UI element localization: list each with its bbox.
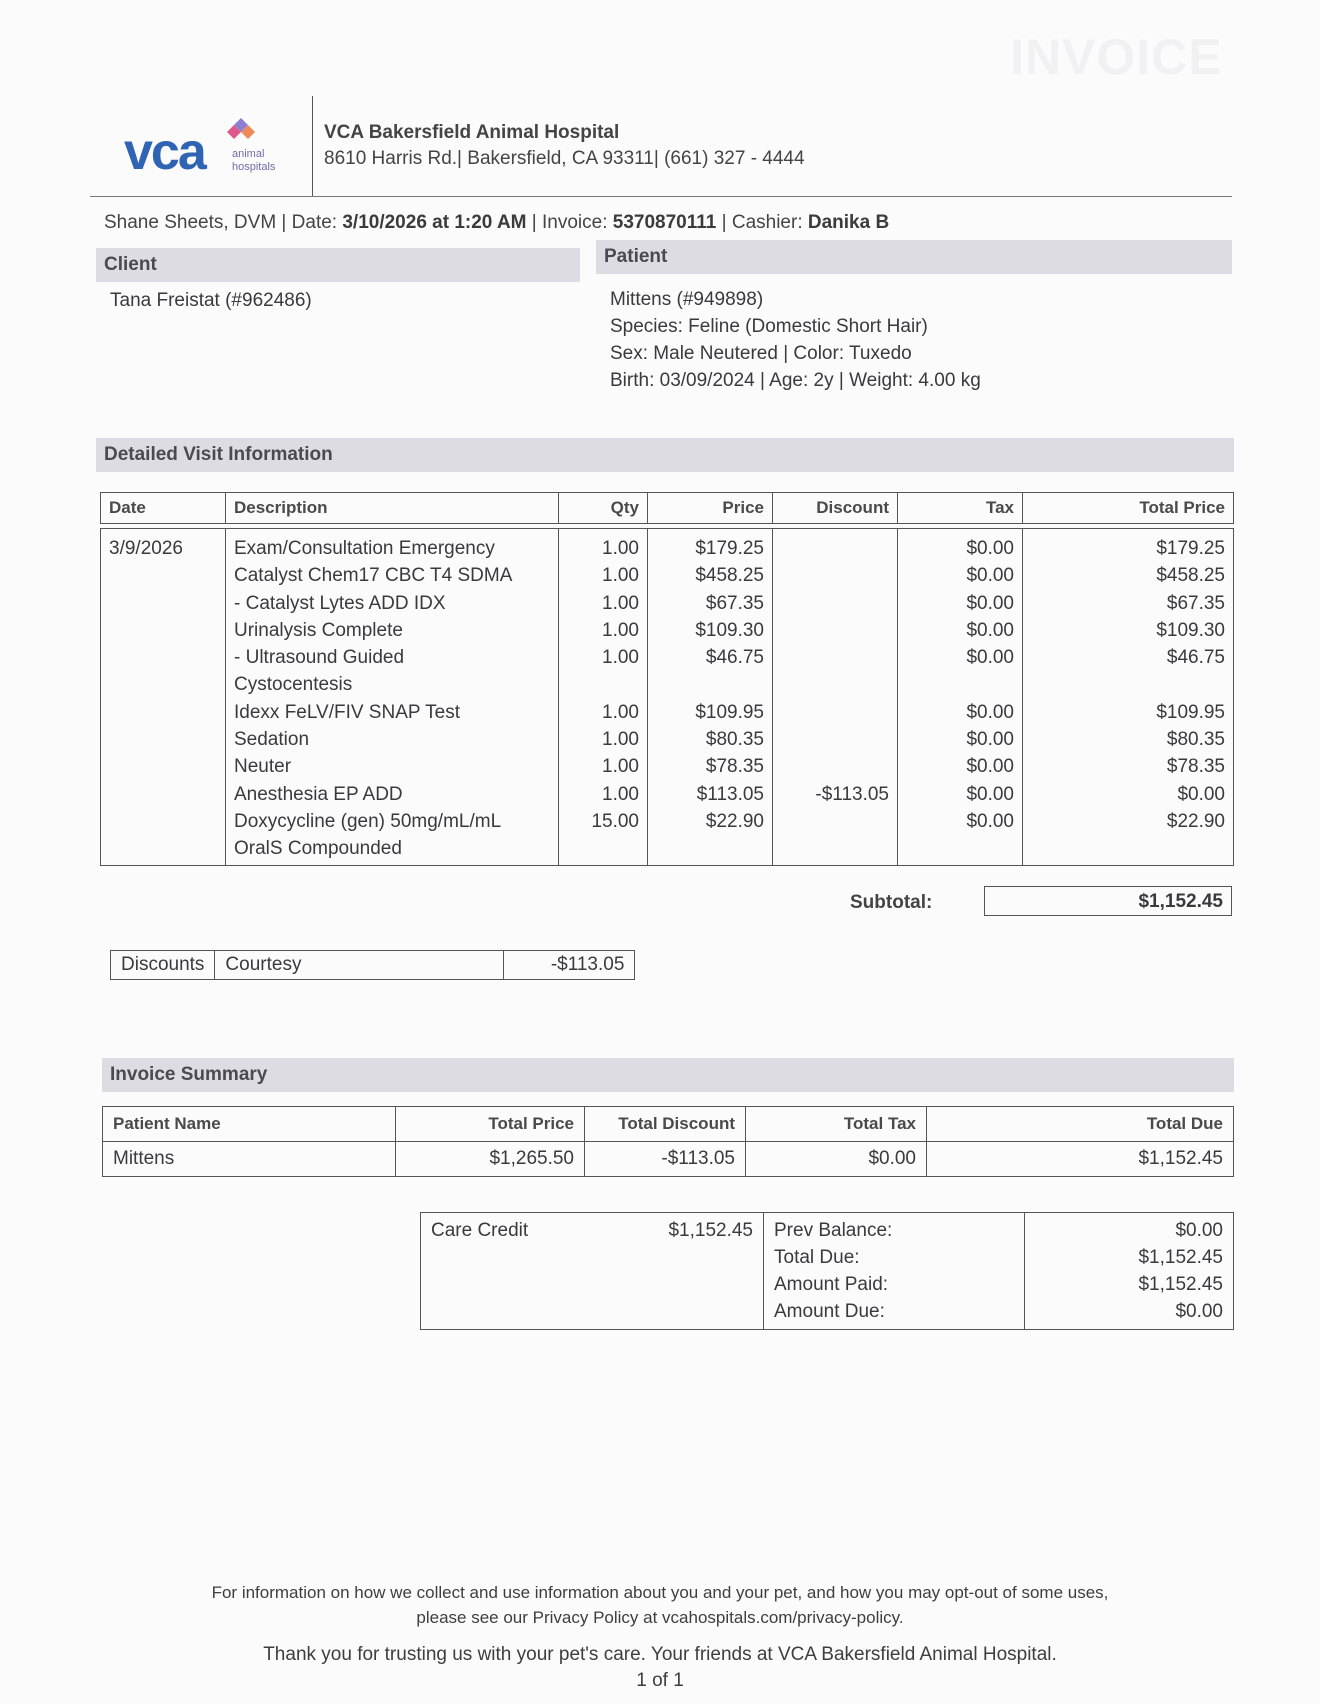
line-item-tax: $0.00 [966, 592, 1014, 614]
discounts-label: Discounts [111, 951, 215, 980]
patient-name: Mittens (#949898) [610, 289, 764, 310]
line-item-desc: Neuter [234, 756, 292, 778]
summary-col-total-tax: Total Tax [746, 1107, 927, 1142]
clinic-name: VCA Bakersfield Animal Hospital [324, 122, 620, 143]
clinic-address: 8610 Harris Rd.| Bakersfield, CA 93311| (661) 327 - 4444 [324, 148, 805, 169]
logo-sub-line1: animal [232, 148, 265, 160]
prev-balance-label: Prev Balance: [774, 1220, 893, 1241]
line-item-desc: Idexx FeLV/FIV SNAP Test [234, 701, 460, 723]
line-item-tax: $0.00 [966, 783, 1014, 805]
line-item-price [656, 671, 764, 698]
line-item-discount [781, 644, 889, 671]
invoice-watermark: INVOICE [1010, 29, 1223, 85]
privacy-line-2: please see our Privacy Policy at vcahospitals.com/privacy-policy. [416, 1608, 904, 1627]
date-label: Date: [291, 212, 338, 233]
line-item-desc: Doxycycline (gen) 50mg/mL/mL [234, 810, 502, 832]
patient-sex-color: Sex: Male Neutered | Color: Tuxedo [610, 343, 912, 364]
discount-column [773, 529, 898, 866]
col-total-price: Total Price [1023, 493, 1234, 524]
doctor-name: Shane Sheets, DVM [104, 212, 277, 233]
summary-total-due: $1,152.45 [927, 1142, 1234, 1177]
total-column [1023, 529, 1234, 866]
line-item-price [656, 835, 764, 862]
summary-total-tax: $0.00 [746, 1142, 927, 1177]
amount-due-value: $0.00 [1175, 1301, 1223, 1322]
line-item-total: $78.35 [1166, 756, 1225, 778]
subtotal-label: Subtotal: [850, 892, 933, 913]
prev-balance-value: $0.00 [1175, 1220, 1223, 1241]
summary-col-patient: Patient Name [103, 1107, 396, 1142]
line-item-discount [781, 562, 889, 589]
summary-header-row [103, 1107, 1234, 1142]
balance-values [1025, 1213, 1234, 1330]
line-item-qty [567, 835, 639, 862]
line-item-price: $109.95 [695, 701, 764, 723]
line-item-discount [781, 535, 889, 562]
line-item-total: $46.75 [1166, 647, 1225, 669]
line-item-total [1031, 671, 1225, 698]
line-item-discount: -$113.05 [815, 783, 889, 805]
client-name: Tana Freistat (#962486) [110, 290, 312, 311]
line-item-qty: 1.00 [602, 565, 639, 587]
logo-brand: vca [124, 123, 205, 181]
summary-patient: Mittens [103, 1142, 396, 1177]
line-item-total: $22.90 [1166, 810, 1225, 832]
line-item-desc: Anesthesia EP ADD [234, 783, 403, 805]
visit-date: 3/10/2026 at 1:20 AM [342, 212, 527, 233]
visit-date-cell [101, 529, 226, 866]
line-item-desc: Urinalysis Complete [234, 619, 403, 641]
line-item-discount [781, 617, 889, 644]
line-item-discount [781, 590, 889, 617]
line-item-price: $80.35 [705, 729, 764, 751]
line-item-tax: $0.00 [966, 647, 1014, 669]
subtotal-value: $1,152.45 [984, 886, 1232, 916]
payment-method-cell [421, 1213, 764, 1330]
col-discount: Discount [773, 493, 898, 524]
patient-section-header: Patient [596, 240, 1232, 274]
summary-total-price: $1,265.50 [396, 1142, 585, 1177]
amount-paid-value: $1,152.45 [1138, 1274, 1223, 1295]
line-item-price: $113.05 [696, 783, 764, 805]
line-item-discount [781, 808, 889, 835]
tax-column [898, 529, 1023, 866]
summary-total-discount: -$113.05 [585, 1142, 746, 1177]
line-item-qty: 1.00 [602, 783, 639, 805]
visit-meta-line: Shane Sheets, DVM | Date: 3/10/2026 at 1:20 AM | Invoice: 5370870111 | Cashier: Danika B [104, 212, 890, 233]
line-item-tax [906, 835, 1014, 862]
line-item-price: $109.30 [695, 619, 764, 641]
col-price: Price [648, 493, 773, 524]
line-item-price: $22.90 [705, 810, 764, 832]
line-item-price: $67.35 [705, 592, 764, 614]
vca-logo [120, 118, 300, 182]
total-due-label: Total Due: [774, 1247, 860, 1268]
col-qty: Qty [559, 493, 648, 524]
line-item-total: $109.95 [1156, 701, 1225, 723]
line-date: 3/9/2026 [109, 538, 183, 559]
line-item-price: $78.35 [705, 756, 764, 778]
col-date: Date [101, 493, 226, 524]
description-column [226, 529, 559, 866]
invoice-summary-table [102, 1106, 1234, 1177]
line-item-price: $179.25 [695, 538, 764, 559]
col-description: Description [226, 493, 559, 524]
header-divider-horizontal [90, 196, 1232, 197]
col-tax: Tax [898, 493, 1023, 524]
line-item-qty: 1.00 [602, 756, 639, 778]
line-item-tax: $0.00 [966, 565, 1014, 587]
page-number: 1 of 1 [636, 1670, 684, 1691]
invoice-number: 5370870111 [612, 212, 717, 233]
invoice-label: Invoice: [542, 212, 608, 233]
total-due-value: $1,152.45 [1138, 1247, 1223, 1268]
line-item-price: $46.75 [705, 647, 764, 669]
invoice-summary-header: Invoice Summary [102, 1058, 1234, 1092]
line-item-tax: $0.00 [966, 729, 1014, 751]
discount-type: Courtesy [215, 951, 504, 980]
summary-col-total-due: Total Due [927, 1107, 1234, 1142]
line-item-qty: 1.00 [602, 592, 639, 614]
line-item-qty: 1.00 [602, 647, 639, 669]
line-item-qty: 1.00 [602, 729, 639, 751]
line-item-discount [781, 726, 889, 753]
line-item-price: $458.25 [695, 565, 764, 587]
line-item-desc: - Catalyst Lytes ADD IDX [234, 592, 446, 614]
line-item-total: $458.25 [1156, 565, 1225, 587]
patient-species: Species: Feline (Domestic Short Hair) [610, 316, 928, 337]
price-column [648, 529, 773, 866]
visit-table-header [100, 492, 1234, 524]
line-item-tax: $0.00 [966, 619, 1014, 641]
summary-col-total-price: Total Price [396, 1107, 585, 1142]
line-item-tax: $0.00 [966, 756, 1014, 778]
discount-row [111, 951, 635, 980]
cashier-name: Danika B [807, 212, 890, 233]
discount-amount: -$113.05 [504, 951, 635, 980]
summary-col-total-discount: Total Discount [585, 1107, 746, 1142]
amount-paid-label: Amount Paid: [774, 1274, 889, 1295]
privacy-notice [0, 1580, 1320, 1630]
payment-method: Care Credit [431, 1220, 529, 1241]
line-item-tax: $0.00 [966, 701, 1014, 723]
line-item-total: $80.35 [1166, 729, 1225, 751]
line-item-discount [781, 699, 889, 726]
visit-details-header: Detailed Visit Information [96, 438, 1234, 472]
line-item-discount [781, 753, 889, 780]
line-item-tax: $0.00 [966, 538, 1014, 559]
line-item-desc: Cystocentesis [234, 674, 353, 696]
logo-subtitle [232, 148, 275, 174]
line-item-qty: 1.00 [602, 619, 639, 641]
line-item-total [1031, 835, 1225, 862]
line-item-qty: 15.00 [591, 810, 639, 832]
discounts-table [110, 950, 635, 980]
line-item-desc: OralS Compounded [234, 838, 402, 860]
line-item-qty: 1.00 [602, 538, 639, 559]
line-item-total: $67.35 [1166, 592, 1225, 614]
header-divider-vertical [312, 96, 313, 196]
line-item-discount [781, 835, 889, 862]
line-item-desc: Sedation [234, 729, 310, 751]
line-item-total: $179.25 [1156, 538, 1225, 559]
line-item-total: $109.30 [1156, 619, 1225, 641]
line-item-qty: 1.00 [602, 701, 639, 723]
privacy-line-1: For information on how we collect and use information about you and your pet, and how you may opt-out of some uses, [211, 1583, 1109, 1602]
line-item-total: $0.00 [1177, 783, 1225, 805]
logo-sub-line2: hospitals [232, 161, 276, 173]
cashier-label: Cashier: [731, 212, 803, 233]
line-item-desc: Catalyst Chem17 CBC T4 SDMA [234, 565, 513, 587]
line-item-desc: - Ultrasound Guided [234, 647, 405, 669]
thank-you-message: Thank you for trusting us with your pet's care. Your friends at VCA Bakersfield Animal Hospital. [263, 1644, 1057, 1665]
payment-method-amount: $1,152.45 [668, 1220, 753, 1241]
balance-labels [764, 1213, 1025, 1330]
payment-table [420, 1212, 1234, 1330]
qty-column [559, 529, 648, 866]
client-section-header: Client [96, 248, 580, 282]
line-item-discount [781, 671, 889, 698]
summary-row [103, 1142, 1234, 1177]
visit-table-body [100, 528, 1234, 866]
line-item-qty [567, 671, 639, 698]
patient-birth-age-weight: Birth: 03/09/2024 | Age: 2y | Weight: 4.00 kg [610, 370, 981, 391]
amount-due-label: Amount Due: [774, 1301, 885, 1322]
vca-diamond-icon [226, 118, 256, 144]
patient-info [610, 286, 981, 394]
line-item-desc: Exam/Consultation Emergency [234, 538, 495, 559]
line-item-tax: $0.00 [966, 810, 1014, 832]
line-item-tax [906, 671, 1014, 698]
